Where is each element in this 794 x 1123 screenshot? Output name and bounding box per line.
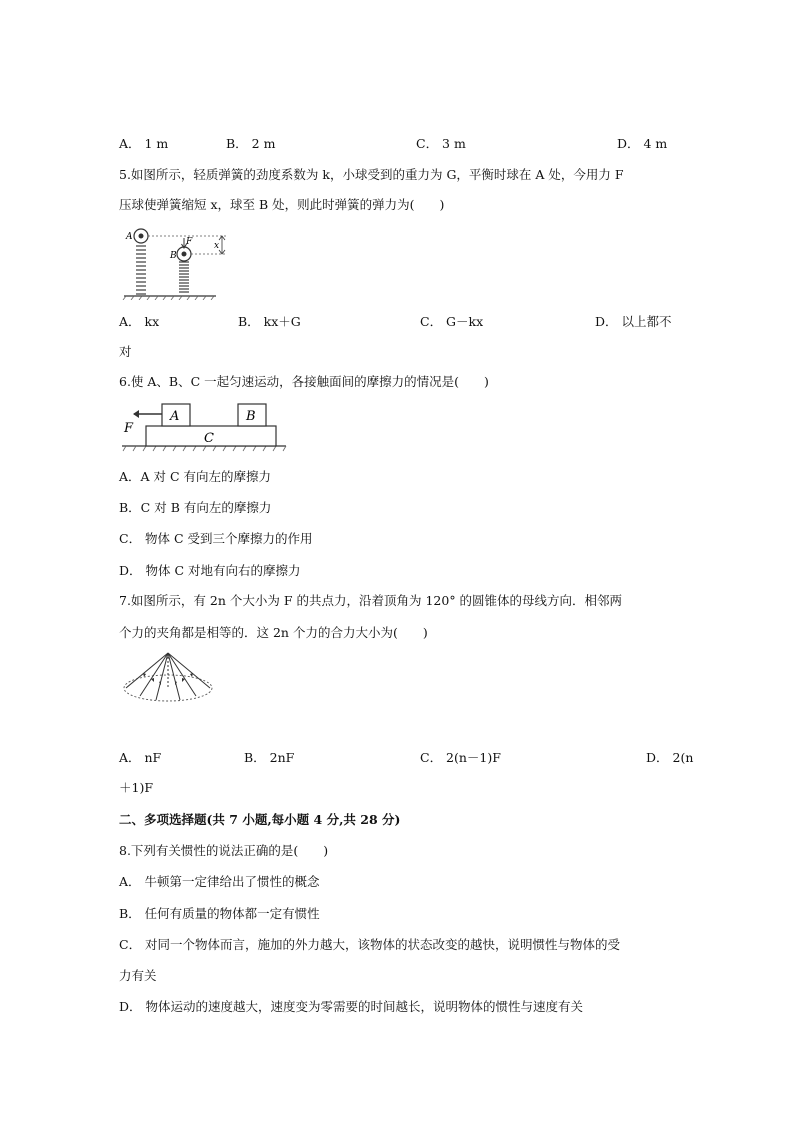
q6-option-d: D． 物体 C 对地有向右的摩擦力	[119, 563, 301, 578]
q8-option-b: B． 任何有质量的物体都一定有惯性	[119, 906, 320, 921]
q8-option-a: A． 牛顿第一定律给出了惯性的概念	[119, 874, 320, 889]
q6-option-a: A．A 对 C 有向左的摩擦力	[119, 469, 272, 484]
q6-label-b: B	[246, 409, 256, 424]
q7-option-b: B． 2nF	[244, 750, 295, 765]
q4-option-a: A． 1 m	[119, 136, 169, 151]
q5-option-d-wrap: 对	[119, 344, 132, 359]
q5-option-b: B． kx＋G	[238, 314, 301, 329]
q7-option-c: C． 2(n－1)F	[420, 750, 501, 765]
q6-blocks-figure	[120, 400, 290, 456]
q4-option-d: D． 4 m	[617, 136, 668, 151]
section-2-title: 二、多项选择题(共 7 小题,每小题 4 分,共 28 分)	[119, 812, 401, 827]
q7-option-d-wrap: ＋1)F	[119, 780, 154, 795]
q4-option-b: B． 2 m	[226, 136, 276, 151]
q7-option-a: A． nF	[119, 750, 162, 765]
q5-spring-figure	[118, 222, 228, 300]
q5-stem-line1: 5.如图所示，轻质弹簧的劲度系数为 k，小球受到的重力为 G，平衡时球在 A 处，今用力 F	[119, 167, 624, 182]
q6-stem-line1: 6.使 A、B、C 一起匀速运动，各接触面间的摩擦力的情况是( )	[119, 374, 489, 389]
q5-label-x: x	[214, 241, 220, 251]
q5-label-a: A	[126, 232, 133, 242]
q7-cone-figure	[120, 650, 220, 710]
q6-label-c: C	[204, 431, 214, 446]
q8-option-c: C． 对同一个物体而言，施加的外力越大，该物体的状态改变的越快，说明惯性与物体的受	[119, 937, 621, 952]
q8-option-d: D． 物体运动的速度越大，速度变为零需要的时间越长，说明物体的惯性与速度有关	[119, 999, 583, 1014]
q5-label-f: F	[186, 237, 193, 247]
q6-label-f: F	[124, 421, 134, 436]
q5-stem-line2: 压球使弹簧缩短 x，球至 B 处，则此时弹簧的弹力为( )	[119, 197, 445, 212]
q4-option-c: C． 3 m	[416, 136, 466, 151]
q5-option-a: A． kx	[119, 314, 160, 329]
q6-option-c: C． 物体 C 受到三个摩擦力的作用	[119, 531, 313, 546]
q7-option-d: D． 2(n	[646, 750, 694, 765]
q7-stem-line2: 个力的夹角都是相等的．这 2n 个力的合力大小为( )	[119, 625, 428, 640]
q6-option-b: B．C 对 B 有向左的摩擦力	[119, 500, 272, 515]
q7-stem-line1: 7.如图所示，有 2n 个大小为 F 的共点力，沿着顶角为 120° 的圆锥体的母线方向．相邻两	[119, 593, 623, 608]
q6-label-a: A	[170, 409, 180, 424]
q8-stem-line1: 8.下列有关惯性的说法正确的是( )	[119, 843, 329, 858]
q5-option-d: D． 以上都不	[595, 314, 672, 329]
q5-option-c: C． G－kx	[420, 314, 484, 329]
q8-option-c-wrap: 力有关	[119, 968, 157, 983]
q5-label-b: B	[170, 251, 177, 261]
